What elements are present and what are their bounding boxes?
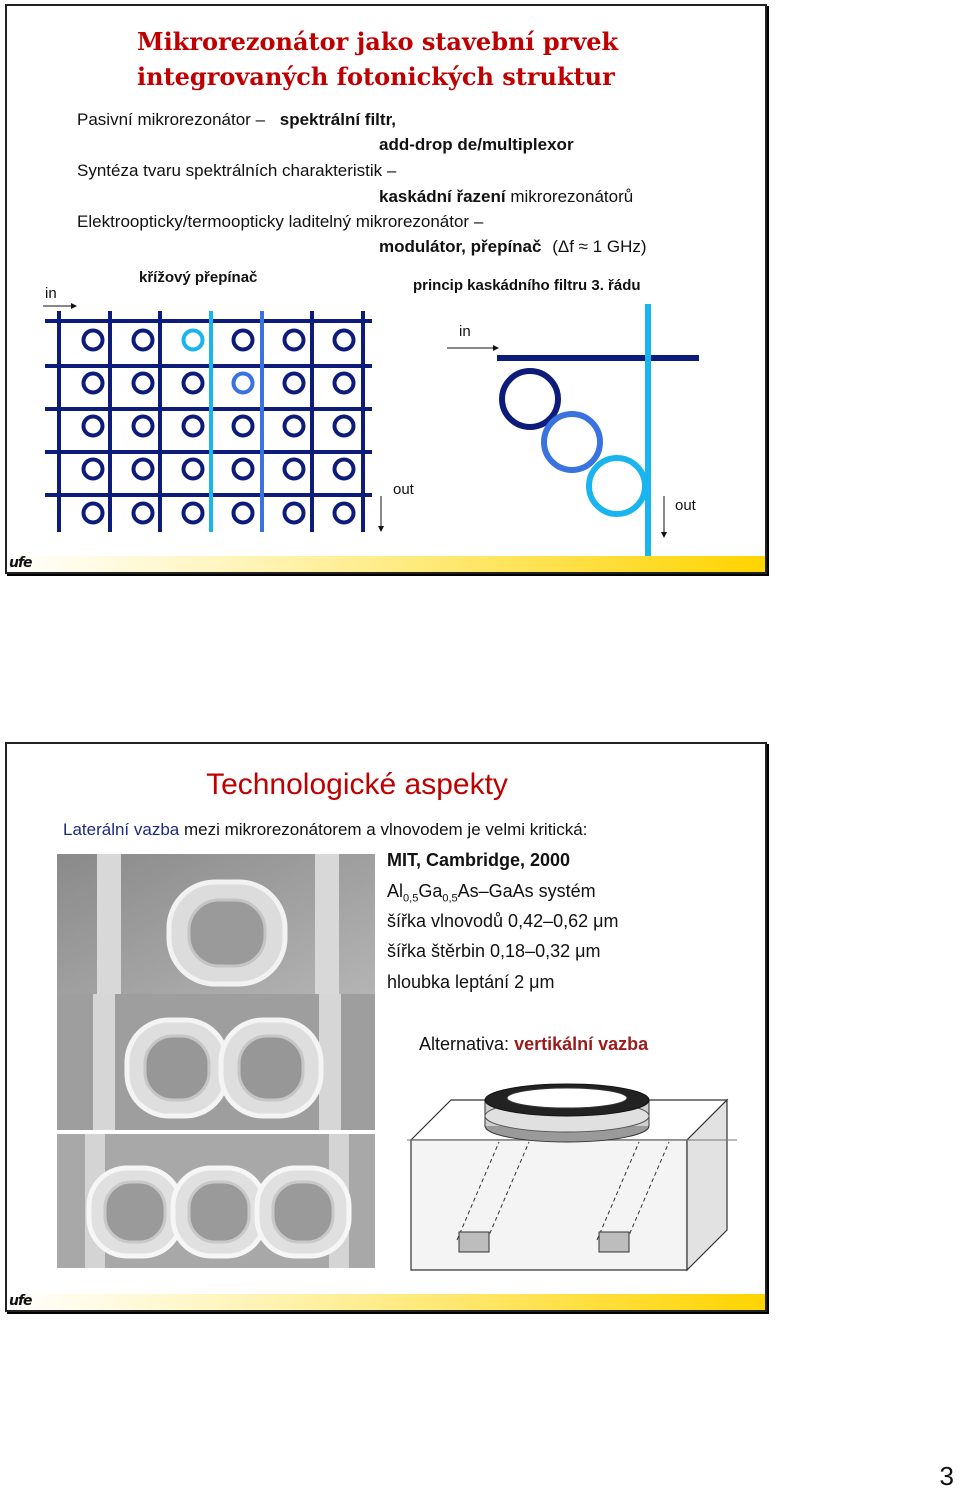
sem-image-triple-ring (57, 1134, 375, 1268)
sys-ga: Ga (418, 881, 443, 901)
page-number: 3 (939, 1461, 954, 1491)
ring-0-0 (84, 331, 103, 350)
material-system (387, 881, 596, 905)
ring-1-2 (184, 374, 203, 393)
ring-0-1 (134, 331, 153, 350)
lateral-rest: mezi mikrorezonátorem a vlnovodem je velmi kritická: (183, 820, 588, 839)
ring-4-4 (285, 504, 304, 523)
slide-technology (5, 742, 767, 1312)
lateral-coupling: Laterální vazba (63, 820, 180, 839)
vertical-coupling-drawing (407, 1070, 747, 1280)
ring-4-0 (84, 504, 103, 523)
gap-width: šířka štěrbin 0,18–0,32 μm (387, 941, 601, 961)
cascade-bold: kaskádní řazení (379, 187, 506, 206)
cascade-rest: mikrorezonátorů (510, 187, 634, 206)
ring-1-3 (234, 374, 253, 393)
ring-0-5 (335, 331, 354, 350)
ring-1-4 (285, 374, 304, 393)
block-front (411, 1140, 687, 1270)
cross-in-label: in (45, 285, 57, 302)
text-line-passive (77, 110, 396, 130)
ring-2 (544, 414, 600, 470)
ring-1-0 (84, 374, 103, 393)
slide2-logo: ufe (9, 1293, 32, 1309)
ring-3-5 (335, 460, 354, 479)
cascade-filter-diagram (437, 296, 757, 556)
cross-out-label: out (393, 481, 414, 498)
ring-3 (589, 458, 645, 514)
ring-1-1 (134, 374, 153, 393)
sys-al: Al (387, 881, 404, 901)
sem-image-single-ring (57, 854, 375, 994)
ring-1-5 (335, 374, 354, 393)
cascade-in-head (493, 345, 499, 351)
waveguide-width: šířka vlnovodů 0,42–0,62 μm (387, 911, 619, 931)
ring-hole (507, 1088, 627, 1108)
sem-image-double-ring (57, 994, 375, 1130)
ring-1 (502, 371, 558, 427)
ring-2-3 (234, 417, 253, 436)
ring-3-0 (84, 460, 103, 479)
slide1-footer-bar (7, 556, 765, 572)
spectral-filter: spektrální filtr, (279, 110, 396, 129)
ring-0-2 (184, 331, 203, 350)
ring-3-2 (184, 460, 203, 479)
cascade-in-label: in (459, 323, 471, 340)
ring-2-2 (184, 417, 203, 436)
ring-4-5 (335, 504, 354, 523)
title-line-1: Mikrorezonátor jako stavební prvek (137, 27, 619, 56)
ring-2-5 (335, 417, 354, 436)
ring-2-4 (285, 417, 304, 436)
cascade-out-label: out (675, 497, 696, 514)
alternative-line (419, 1034, 648, 1055)
modulator-bold: modulátor, přepínač (379, 237, 542, 256)
ring-3-1 (134, 460, 153, 479)
alternative-label: Alternativa: (419, 1034, 510, 1054)
slide1-logo: ufe (9, 555, 32, 571)
ring-3-4 (285, 460, 304, 479)
out-arrow-head (378, 526, 384, 532)
modulator-line (379, 237, 647, 257)
sys-sub1: 0,5 (403, 892, 419, 905)
ring-2-0 (84, 417, 103, 436)
ring-0-3 (234, 331, 253, 350)
ring-0-4 (285, 331, 304, 350)
waveguide-end-right (599, 1232, 629, 1252)
cascade-out-head (661, 532, 667, 538)
cross-switch-label: křížový přepínač (139, 269, 258, 286)
vertical-coupling: vertikální vazba (514, 1034, 649, 1054)
ring-2-1 (134, 417, 153, 436)
title-line-2: integrovaných fotonických struktur (137, 62, 615, 91)
sys-sub2: 0,5 (442, 892, 458, 905)
cascade-line (379, 187, 633, 207)
waveguide-end-left (459, 1232, 489, 1252)
ring-4-2 (184, 504, 203, 523)
cross-switch-diagram (7, 276, 387, 532)
synthesis-line: Syntéza tvaru spektrálních charakteristik – (77, 161, 397, 180)
cascade-filter-label: princip kaskádního filtru 3. řádu (413, 277, 641, 294)
in-arrow-head (71, 303, 77, 309)
sys-rest: As–GaAs systém (457, 881, 596, 901)
add-drop-line: add-drop de/multiplexor (379, 135, 574, 154)
ring-3-3 (234, 460, 253, 479)
slide1-title (137, 24, 618, 94)
slide-microresonator (5, 4, 767, 574)
tunable-line: Elektroopticky/termoopticky laditelný mikrorezonátor – (77, 212, 484, 231)
passive-label: Pasivní mikrorezonátor – (77, 110, 266, 129)
lateral-coupling-line (63, 820, 587, 840)
mit-source: MIT, Cambridge, 2000 (387, 850, 571, 870)
bandwidth: (Δf ≈ 1 GHz) (552, 237, 647, 256)
slide2-footer-bar (7, 1294, 765, 1310)
slide2-title: Technologické aspekty (206, 768, 508, 801)
etch-depth: hloubka leptání 2 μm (387, 972, 555, 992)
ring-4-1 (134, 504, 153, 523)
ring-4-3 (234, 504, 253, 523)
cross-out-marker (377, 476, 437, 536)
